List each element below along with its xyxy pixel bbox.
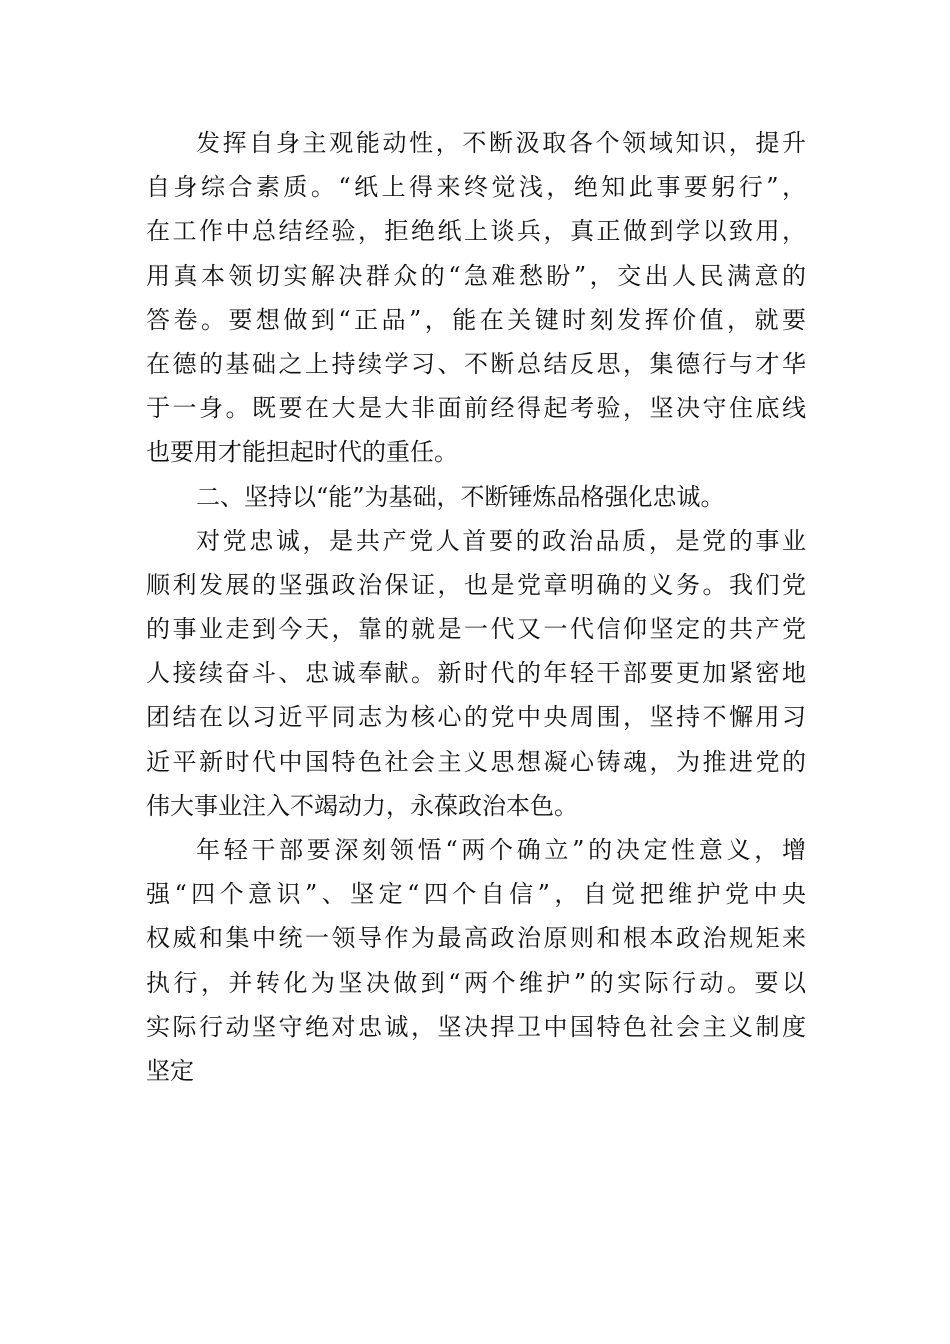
text-line: 答卷。要想做到“正品”，能在关键时刻发挥价值，就要 [146, 305, 806, 334]
text-line: 于一身。既要在大是大非面前经得起考验，坚决守住底线 [146, 394, 806, 423]
text-line: 权威和集中统一领导作为最高政治原则和根本政治规矩来 [146, 924, 806, 953]
text-line: 的事业走到今天，靠的就是一代又一代信仰坚定的共产党 [146, 615, 806, 644]
text-line: 对党忠诚，是共产党人首要的政治品质，是党的事业 [196, 526, 806, 555]
text-line: 在德的基础之上持续学习、不断总结反思，集德行与才华 [146, 349, 806, 378]
paragraph-1 [146, 121, 806, 475]
text-line: 年轻干部要深刻领悟“两个确立”的决定性意义，增 [196, 836, 806, 864]
text-line: 伟大事业注入不竭动力，永葆政治本色。 [146, 791, 578, 820]
text-line: 发挥自身主观能动性，不断汲取各个领域知识，提升 [196, 129, 806, 157]
text-line: 强“四个意识”、坚定“四个自信”，自觉把维护党中央 [146, 880, 806, 909]
document-body [146, 121, 806, 1093]
text-line: 在工作中总结经验，拒绝纸上谈兵，真正做到学以致用， [146, 217, 806, 246]
heading-line: 二、坚持以“能”为基础，不断锤炼品格强化忠诚。 [196, 482, 725, 511]
text-line: 坚定 [146, 1056, 194, 1085]
text-line: 执行，并转化为坚决做到“两个维护”的实际行动。要以 [146, 968, 806, 997]
text-line: 自身综合素质。“纸上得来终觉浅，绝知此事要躬行”， [146, 173, 806, 202]
text-line: 近平新时代中国特色社会主义思想凝心铸魂，为推进党的 [146, 747, 806, 776]
text-line: 顺利发展的坚强政治保证，也是党章明确的义务。我们党 [146, 570, 806, 599]
text-line: 用真本领切实解决群众的“急难愁盼”，交出人民满意的 [146, 261, 806, 290]
text-line: 实际行动坚守绝对忠诚，坚决捍卫中国特色社会主义制度 [146, 1012, 806, 1041]
text-line: 团结在以习近平同志为核心的党中央周围，坚持不懈用习 [146, 703, 806, 732]
paragraph-3 [146, 828, 806, 1093]
section-heading [146, 475, 806, 519]
text-line: 人接续奋斗、忠诚奉献。新时代的年轻干部要更加紧密地 [146, 659, 806, 688]
text-line: 也要用才能担起时代的重任。 [146, 438, 458, 467]
paragraph-2 [146, 519, 806, 828]
